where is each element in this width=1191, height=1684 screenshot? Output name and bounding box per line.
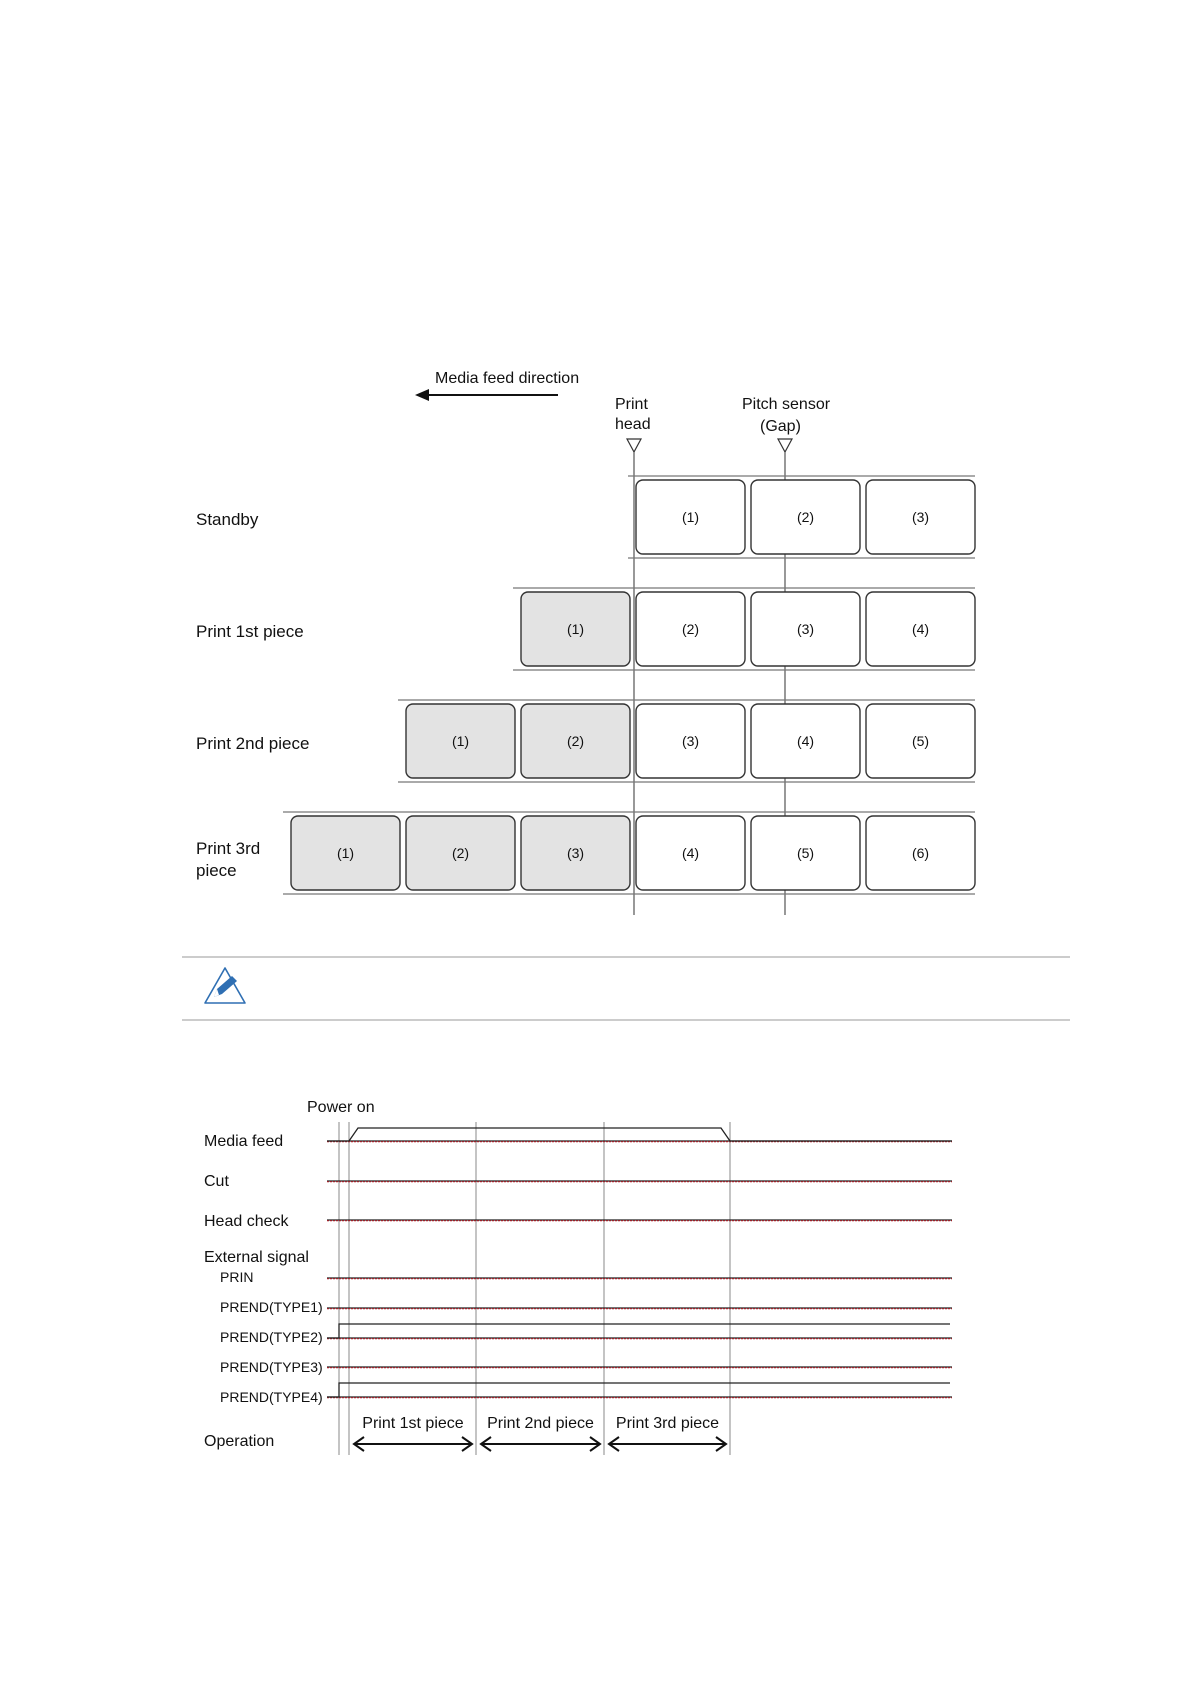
feed-rows	[196, 476, 975, 894]
label-box-number: (5)	[911, 733, 930, 749]
row-label-3-line1: Print 2nd piece	[196, 734, 310, 753]
feed-diagram	[196, 370, 975, 915]
row-label-2-line1: Print 1st piece	[196, 622, 304, 641]
pitch-sensor-label-line1: Pitch sensor	[742, 396, 831, 413]
pencil-note-icon	[205, 968, 245, 1003]
label-box-number: (4)	[681, 845, 700, 861]
label-box-number: (3)	[911, 509, 930, 525]
feed-row-2	[196, 588, 975, 670]
label-box-number: (1)	[336, 845, 355, 861]
label-box-number: (2)	[796, 509, 815, 525]
label-box-number: (2)	[681, 621, 700, 637]
operation-arrows	[354, 1415, 726, 1451]
signal-row-5	[220, 1269, 952, 1285]
label-box-number: (3)	[796, 621, 815, 637]
signal-label: Media feed	[204, 1133, 284, 1150]
signal-row-7	[220, 1324, 952, 1345]
timing-chart	[204, 1099, 952, 1455]
signal-row-8	[220, 1359, 952, 1375]
signal-label: Head check	[204, 1213, 289, 1230]
pitch-sensor-marker-icon	[778, 439, 792, 452]
print-head-marker-icon	[627, 439, 641, 452]
feed-row-1	[196, 476, 975, 558]
label-box-number: (6)	[911, 845, 930, 861]
operation-label: Operation	[204, 1433, 275, 1450]
power-on-label: Power on	[307, 1099, 375, 1116]
signal-label: External signal	[204, 1249, 309, 1266]
label-box-number: (5)	[796, 845, 815, 861]
row-label-1-line1: Standby	[196, 510, 259, 529]
operation-span-1	[354, 1415, 472, 1451]
signal-label: PREND(TYPE1)	[220, 1299, 323, 1315]
media-feed-direction-label: Media feed direction	[435, 370, 580, 387]
print-head-label-line2: head	[615, 416, 651, 433]
label-box-number: (4)	[796, 733, 815, 749]
label-box-number: (2)	[566, 733, 585, 749]
feed-row-3	[196, 700, 975, 782]
operation-span-3	[609, 1415, 726, 1451]
signal-label: PRIN	[220, 1269, 254, 1285]
label-box-number: (3)	[566, 845, 585, 861]
feed-row-4	[196, 812, 975, 894]
signal-rows	[204, 1128, 952, 1405]
signal-label: Cut	[204, 1173, 229, 1190]
prend-high-level	[327, 1383, 950, 1397]
label-box-number: (1)	[566, 621, 585, 637]
signal-row-9	[220, 1383, 952, 1405]
signal-row-2	[204, 1173, 952, 1190]
signal-label: PREND(TYPE2)	[220, 1329, 323, 1345]
label-box-number: (1)	[451, 733, 470, 749]
prend-high-level	[327, 1324, 950, 1338]
label-box-number: (3)	[681, 733, 700, 749]
signal-row-6	[220, 1299, 952, 1315]
operation-span-label: Print 1st piece	[362, 1415, 464, 1432]
operation-span-label: Print 2nd piece	[487, 1415, 594, 1432]
row-label-4-line2: piece	[196, 861, 237, 880]
signal-row-3	[204, 1213, 952, 1230]
label-box-number: (2)	[451, 845, 470, 861]
print-head-label-line1: Print	[615, 396, 648, 413]
row-label-4-line1: Print 3rd	[196, 839, 261, 858]
signal-label: PREND(TYPE4)	[220, 1389, 323, 1405]
media-feed-pulse	[327, 1128, 952, 1141]
signal-row-4	[204, 1249, 309, 1266]
note-bar	[182, 957, 1070, 1020]
label-box-number: (4)	[911, 621, 930, 637]
operation-span-2	[481, 1415, 600, 1451]
label-box-number: (1)	[681, 509, 700, 525]
signal-row-1	[204, 1128, 952, 1150]
signal-label: PREND(TYPE3)	[220, 1359, 323, 1375]
operation-span-label: Print 3rd piece	[615, 1415, 720, 1432]
left-arrow-icon	[415, 389, 429, 401]
pitch-sensor-label-line2: (Gap)	[760, 418, 801, 435]
